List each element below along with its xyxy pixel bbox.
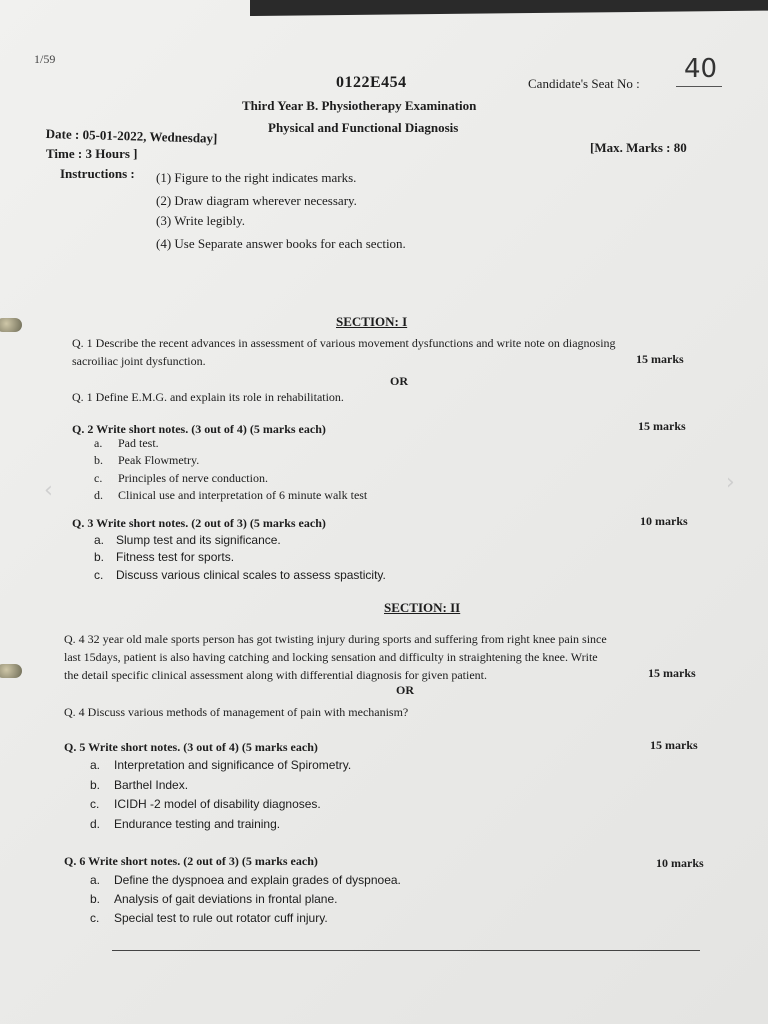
q6-item: b. Analysis of gait deviations in frontal plane. [90, 892, 338, 906]
binding-hole-top [0, 318, 22, 332]
exam-title: Third Year B. Physiotherapy Examination [242, 98, 477, 113]
q6-item: a. Define the dyspnoea and explain grades of dyspnoea. [90, 873, 401, 887]
q2-title: Q. 2 Write short notes. (3 out of 4) (5 marks each) [72, 422, 326, 436]
instruction-item: (1) Figure to the right indicates marks. [156, 170, 357, 185]
q1-text-line2: sacroiliac joint dysfunction. [72, 354, 206, 368]
binding-hole-bottom [0, 664, 22, 678]
q5-title: Q. 5 Write short notes. (3 out of 4) (5 marks each) [64, 740, 318, 754]
q4-text-line2: last 15days, patient is also having catching and locking sensation and difficulty in straightening the knee. Write [64, 650, 598, 664]
instructions-label: Instructions : [60, 166, 135, 181]
seat-number: 40 [684, 54, 718, 84]
q6-item: c. Special test to rule out rotator cuff injury. [90, 911, 328, 925]
q1-alternative: Q. 1 Define E.M.G. and explain its role in rehabilitation. [72, 390, 344, 404]
q5-item: a. Interpretation and significance of Spirometry. [90, 758, 352, 772]
end-rule [112, 950, 700, 951]
section-1-heading: SECTION: I [336, 314, 408, 329]
q2-item: c. Principles of nerve conduction. [94, 471, 268, 485]
q6-title: Q. 6 Write short notes. (2 out of 3) (5 marks each) [64, 854, 318, 868]
or-label-2: OR [396, 683, 414, 697]
instruction-item: (4) Use Separate answer books for each section. [156, 236, 406, 251]
q3-marks: 10 marks [640, 514, 688, 528]
q6-marks: 10 marks [656, 856, 704, 870]
q2-item: a. Pad test. [94, 436, 159, 450]
or-label-1: OR [390, 374, 408, 388]
instruction-item: (3) Write legibly. [156, 213, 246, 228]
q5-item: b. Barthel Index. [90, 778, 189, 792]
q2-marks: 15 marks [638, 419, 686, 433]
q1-marks: 15 marks [636, 352, 684, 366]
seat-underline [676, 86, 722, 87]
q5-marks: 15 marks [650, 738, 698, 752]
q5-item: c. ICIDH -2 model of disability diagnoses. [90, 797, 321, 811]
page-shadow [250, 0, 768, 16]
q2-item: b. Peak Flowmetry. [94, 453, 200, 467]
q4-marks: 15 marks [648, 666, 696, 680]
q4-alternative: Q. 4 Discuss various methods of management of pain with mechanism? [64, 705, 409, 719]
seat-label: Candidate's Seat No : [528, 76, 640, 91]
chevron-right-icon: › [726, 470, 735, 495]
max-marks: [Max. Marks : 80 [590, 140, 687, 155]
q2-item: d. Clinical use and interpretation of 6 minute walk test [94, 488, 368, 502]
q3-item: a. Slump test and its significance. [94, 533, 281, 547]
exam-date: Date : 05-01-2022, Wednesday] [45, 126, 218, 146]
q3-title: Q. 3 Write short notes. (2 out of 3) (5 marks each) [72, 516, 326, 530]
q4-text-line1: Q. 4 32 year old male sports person has got twisting injury during sports and suffering from right knee pain since [64, 632, 607, 646]
section-2-heading: SECTION: II [384, 600, 461, 615]
exam-time: Time : 3 Hours ] [46, 146, 138, 161]
q1-text-line1: Q. 1 Describe the recent advances in assessment of various movement dysfunctions and write note on diagnosing [72, 336, 616, 350]
subject-title: Physical and Functional Diagnosis [268, 120, 459, 135]
q4-text-line3: the detail specific clinical assessment along with differential diagnosis for given patient. [64, 668, 487, 682]
q5-item: d. Endurance testing and training. [90, 817, 281, 831]
q3-item: b. Fitness test for sports. [94, 550, 235, 564]
q3-item: c. Discuss various clinical scales to assess spasticity. [94, 568, 386, 582]
chevron-left-icon: ‹ [44, 478, 53, 503]
page-reference: 1/59 [34, 52, 56, 66]
paper-code: 0122E454 [336, 74, 407, 91]
instruction-item: (2) Draw diagram wherever necessary. [156, 193, 357, 208]
